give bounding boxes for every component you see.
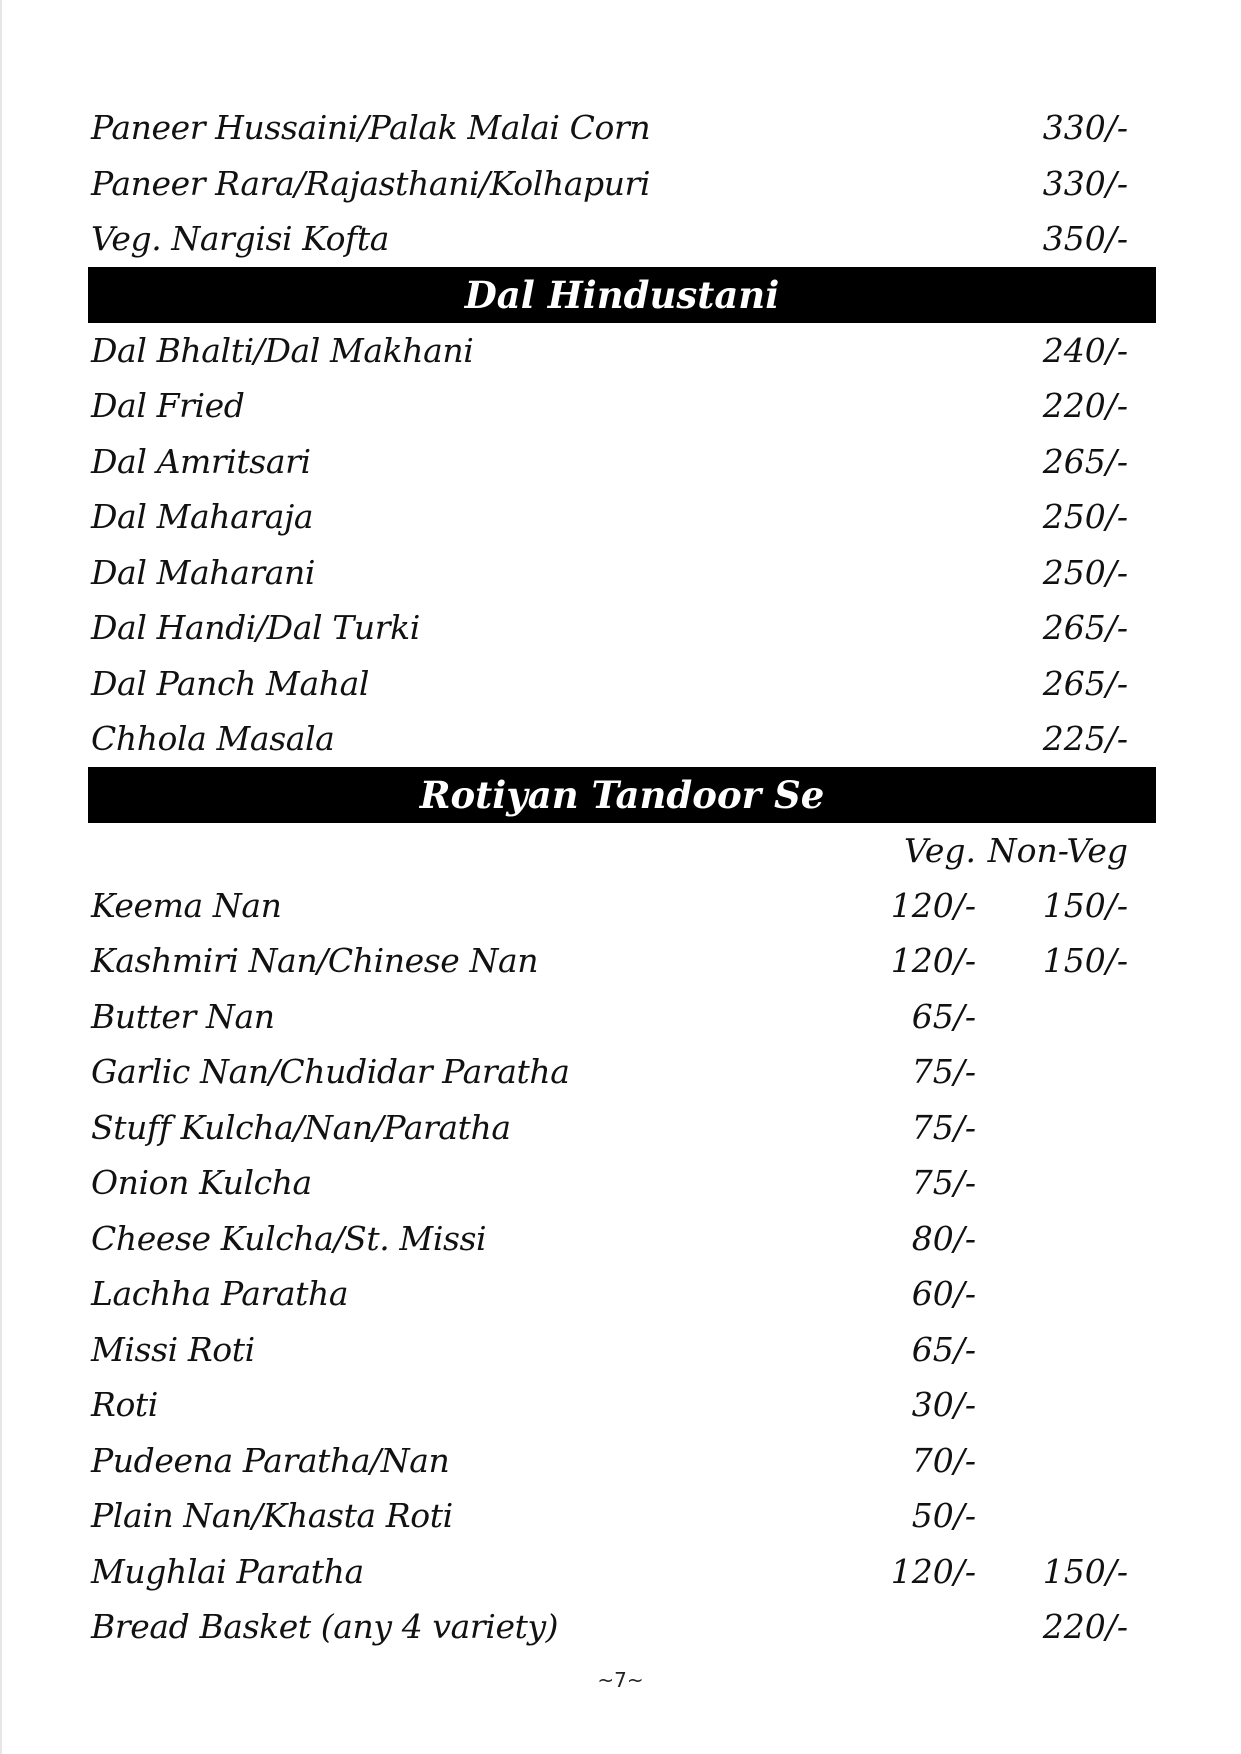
item-name: Paneer Hussaini/Palak Malai Corn	[91, 108, 651, 147]
section-header-rotiyan: Rotiyan Tandoor Se	[88, 767, 1156, 823]
item-veg-price: 70/-	[911, 1440, 976, 1480]
section-header-dal: Dal Hindustani	[88, 267, 1156, 323]
item-nonveg-price: 220/-	[1042, 1607, 1128, 1646]
item-name: Butter Nan	[91, 996, 275, 1036]
item-name: Roti	[91, 1385, 158, 1424]
item-name: Keema Nan	[91, 885, 282, 925]
menu-item	[88, 100, 1156, 156]
nonveg-column-header: Non-Veg	[987, 830, 1128, 870]
item-price: 265/-	[1042, 441, 1128, 481]
item-veg-price: 120/-	[890, 1551, 976, 1591]
menu-item	[88, 1322, 1156, 1378]
item-name: Paneer Rara/Rajasthani/Kolhapuri	[91, 163, 651, 203]
menu-item	[88, 933, 1156, 989]
menu-item	[88, 1211, 1156, 1267]
item-price: 220/-	[1042, 386, 1128, 425]
item-name: Dal Fried	[91, 386, 245, 425]
item-veg-price: 65/-	[911, 996, 976, 1036]
item-name: Pudeena Paratha/Nan	[91, 1440, 450, 1480]
menu-item	[88, 156, 1156, 212]
menu-item	[88, 378, 1156, 434]
item-name: Dal Handi/Dal Turki	[91, 608, 420, 647]
item-name: Garlic Nan/Chudidar Paratha	[91, 1052, 570, 1091]
menu-item	[88, 1044, 1156, 1100]
item-name: Dal Amritsari	[91, 441, 311, 481]
item-veg-price: 75/-	[911, 1163, 976, 1202]
item-name: Chhola Masala	[91, 719, 335, 758]
menu-item	[88, 878, 1156, 934]
menu-page	[88, 100, 1156, 1655]
item-veg-price: 65/-	[911, 1329, 976, 1369]
item-veg-price: 50/-	[911, 1496, 976, 1535]
item-price: 250/-	[1042, 497, 1128, 536]
menu-item	[88, 545, 1156, 601]
item-name: Dal Maharaja	[91, 497, 314, 536]
item-name: Veg. Nargisi Kofta	[91, 219, 390, 258]
menu-item	[88, 1377, 1156, 1433]
item-price: 330/-	[1042, 163, 1128, 203]
veg-column-header: Veg.	[904, 830, 976, 870]
item-veg-price: 60/-	[911, 1274, 976, 1313]
menu-item	[88, 1100, 1156, 1156]
item-name: Cheese Kulcha/St. Missi	[91, 1218, 487, 1258]
menu-item	[88, 323, 1156, 379]
item-veg-price: 30/-	[911, 1385, 976, 1424]
menu-item	[88, 1488, 1156, 1544]
menu-item	[88, 1544, 1156, 1600]
menu-item	[88, 711, 1156, 767]
item-veg-price: 75/-	[911, 1107, 976, 1147]
page-number: ~7~	[597, 1668, 644, 1692]
item-nonveg-price: 150/-	[1042, 885, 1128, 925]
item-name: Missi Roti	[91, 1329, 255, 1369]
menu-item	[88, 656, 1156, 712]
item-name: Dal Bhalti/Dal Makhani	[91, 330, 474, 370]
page-edge-line	[0, 0, 2, 1754]
menu-item	[88, 1599, 1156, 1655]
item-nonveg-price: 150/-	[1042, 941, 1128, 980]
menu-item	[88, 600, 1156, 656]
item-name: Dal Maharani	[91, 552, 316, 592]
item-name: Stuff Kulcha/Nan/Paratha	[91, 1107, 511, 1147]
item-price: 265/-	[1042, 663, 1128, 703]
menu-item	[88, 989, 1156, 1045]
item-name: Plain Nan/Khasta Roti	[91, 1496, 453, 1535]
item-price: 250/-	[1042, 552, 1128, 592]
item-price: 240/-	[1042, 330, 1128, 370]
item-price: 350/-	[1042, 219, 1128, 258]
item-name: Bread Basket (any 4 variety)	[91, 1607, 559, 1646]
menu-item	[88, 1266, 1156, 1322]
item-veg-price: 120/-	[890, 885, 976, 925]
item-nonveg-price: 150/-	[1042, 1551, 1128, 1591]
item-name: Lachha Paratha	[91, 1274, 349, 1313]
item-name: Mughlai Paratha	[91, 1551, 364, 1591]
item-veg-price: 120/-	[890, 941, 976, 980]
item-price: 330/-	[1042, 108, 1128, 147]
item-name: Dal Panch Mahal	[91, 663, 369, 703]
item-price: 225/-	[1042, 719, 1128, 758]
item-name: Kashmiri Nan/Chinese Nan	[91, 941, 539, 980]
item-veg-price: 75/-	[911, 1052, 976, 1091]
menu-item	[88, 211, 1156, 267]
price-column-headers	[88, 823, 1156, 878]
item-veg-price: 80/-	[911, 1218, 976, 1258]
menu-item	[88, 1155, 1156, 1211]
menu-item	[88, 489, 1156, 545]
item-name: Onion Kulcha	[91, 1163, 312, 1202]
menu-item	[88, 1433, 1156, 1489]
item-price: 265/-	[1042, 608, 1128, 647]
menu-item	[88, 434, 1156, 490]
